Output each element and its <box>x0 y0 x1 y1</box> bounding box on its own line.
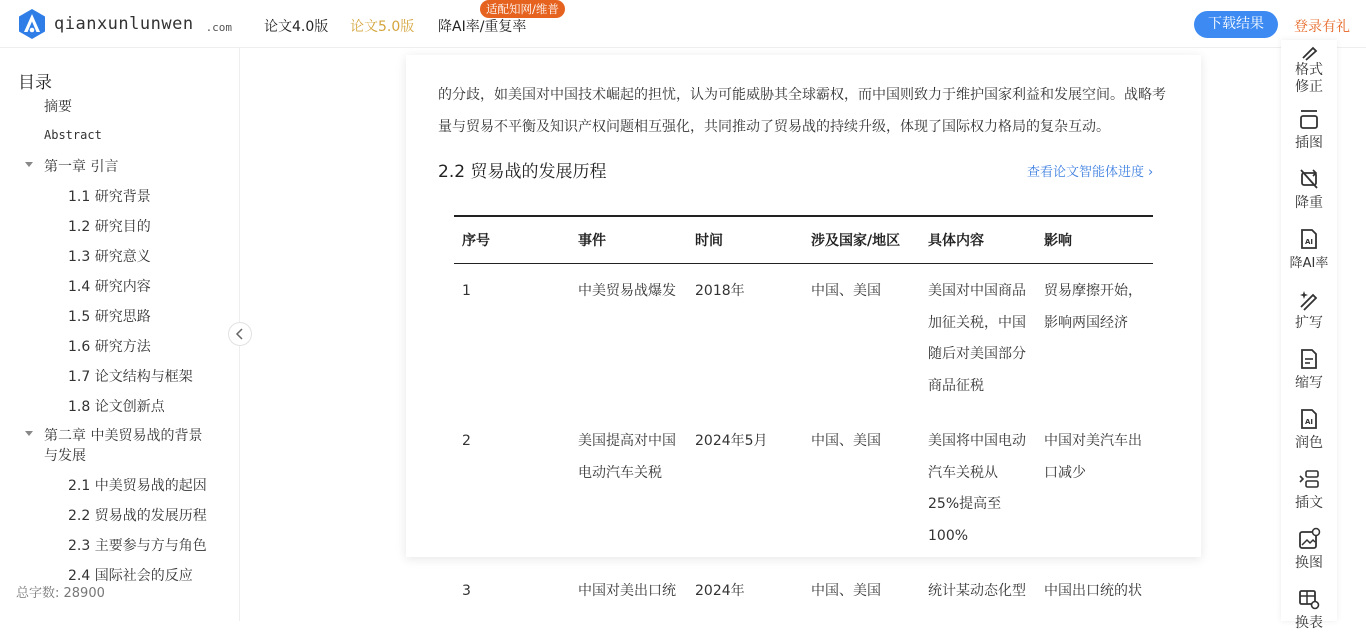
toc-item[interactable]: 2.3 主要参与方与角色 <box>68 538 207 554</box>
tool-insert-image[interactable]: 插图 <box>1281 108 1337 152</box>
chevron-left-icon <box>235 328 245 340</box>
toc-item[interactable]: 2.1 中美贸易战的起因 <box>68 478 207 494</box>
table-cell: 统计某动态化型 <box>928 583 1026 599</box>
chevron-right-icon: › <box>1148 165 1154 180</box>
login-button[interactable]: 登录有礼 <box>1294 19 1350 35</box>
logo-mark-icon <box>18 8 46 40</box>
table-cell: 美国对中国商品加征关税，中国随后对美国部分商品征税 <box>928 283 1026 394</box>
format-fix-icon <box>1298 42 1320 60</box>
toc-item[interactable]: 1.3 研究意义 <box>68 249 151 265</box>
nav-badge: 适配知网/维普 <box>480 0 565 18</box>
toc-item[interactable]: 1.7 论文结构与框架 <box>68 369 193 385</box>
toc-item[interactable]: 1.1 研究背景 <box>68 189 151 205</box>
svg-text:AI: AI <box>1305 418 1314 426</box>
table-cell: 中国出口统的状 <box>1044 583 1142 599</box>
table-header-row <box>454 216 1153 264</box>
table-header: 时间 <box>687 216 803 264</box>
table-cell: 美国将中国电动汽车关税从25%提高至100% <box>928 433 1026 544</box>
table-row <box>454 264 1153 415</box>
toc-item[interactable]: Abstract <box>44 128 102 142</box>
toc-item[interactable]: 2.2 贸易战的发展历程 <box>68 508 207 524</box>
caret-down-icon[interactable] <box>25 162 33 167</box>
document-page <box>406 55 1201 599</box>
toc-item[interactable]: 1.4 研究内容 <box>68 279 151 295</box>
tool-expand[interactable]: 扩写 <box>1281 288 1337 332</box>
tool-insert-text[interactable]: 插文 <box>1281 468 1337 512</box>
table-cell: 中国、美国 <box>811 433 881 449</box>
logo-text: qianxunlunwen <box>54 14 194 34</box>
table-cell: 1 <box>462 283 471 299</box>
insert-image-icon <box>1298 108 1320 130</box>
table-cell: 中国对美汽车出口减少 <box>1044 433 1142 481</box>
table-cell: 贸易摩擦开始，影响两国经济 <box>1044 283 1142 331</box>
tool-rail <box>1281 40 1337 631</box>
replace-table-icon <box>1298 588 1320 610</box>
reduce-ai-icon <box>1298 228 1320 250</box>
dedupe-icon <box>1298 168 1320 190</box>
table-cell: 美国提高对中国电动汽车关税 <box>578 433 676 481</box>
table-cell: 2018年 <box>695 283 745 299</box>
toc-item-chapter-2-cont[interactable]: 与发展 <box>44 448 86 464</box>
toc-sidebar <box>0 48 240 621</box>
tool-format-fix[interactable]: 格式修正 <box>1281 42 1337 96</box>
table-cell: 中美贸易战爆发 <box>578 283 676 299</box>
condense-icon <box>1298 348 1320 370</box>
events-table <box>454 215 1153 620</box>
word-count: 总字数: 28900 <box>16 586 105 601</box>
tool-condense[interactable]: 缩写 <box>1281 348 1337 392</box>
table-cell: 中国对美出口统 <box>578 583 676 599</box>
table-row <box>454 414 1153 564</box>
insert-text-icon <box>1298 468 1320 490</box>
agent-progress-link[interactable]: 查看论文智能体进度 › <box>1027 165 1154 180</box>
expand-icon <box>1298 288 1320 310</box>
top-bar <box>0 0 1366 48</box>
tool-reduce-ai[interactable]: AI 降AI率 <box>1281 228 1337 271</box>
nav-reduce-ai[interactable]: 降AI率/重复率 <box>438 19 527 35</box>
tool-replace-image[interactable]: 换图 <box>1281 528 1337 572</box>
toc-item[interactable]: 2.4 国际社会的反应 <box>68 568 193 584</box>
section-heading: 2.2 贸易战的发展历程 <box>438 162 607 182</box>
table-header: 事件 <box>570 216 687 264</box>
toc-item[interactable]: 摘要 <box>44 99 72 115</box>
toc-item[interactable]: 1.6 研究方法 <box>68 339 151 355</box>
toc-item-chapter-1[interactable]: 第一章 引言 <box>44 156 118 176</box>
tool-polish[interactable]: AI 润色 <box>1281 408 1337 452</box>
table-cell: 2 <box>462 433 471 449</box>
download-button[interactable]: 下载结果 <box>1194 11 1278 38</box>
toc-item-chapter-2[interactable]: 第二章 中美贸易战的背景 <box>44 425 202 445</box>
toc-item[interactable]: 1.5 研究思路 <box>68 309 151 325</box>
replace-image-icon <box>1298 528 1320 550</box>
tool-dedupe[interactable]: 降重 <box>1281 168 1337 212</box>
toc-item[interactable]: 1.2 研究目的 <box>68 219 151 235</box>
table-row <box>454 564 1153 620</box>
table-cell: 中国、美国 <box>811 583 881 599</box>
table-cell: 2024年 <box>695 583 745 599</box>
body-paragraph: 的分歧，如美国对中国技术崛起的担忧，认为可能威胁其全球霸权，而中国则致力于维护国家利益和发展空间。战略考量与贸易不平衡及知识产权问题相互强化，共同推动了贸易战的持续升级，体现了国际权力格局的复杂互动。 <box>438 87 1166 135</box>
logo[interactable] <box>18 8 232 40</box>
table-header: 具体内容 <box>920 216 1036 264</box>
tool-replace-table[interactable]: 换表 <box>1281 588 1337 621</box>
toc-title: 目录 <box>18 73 52 93</box>
table-cell: 3 <box>462 583 471 599</box>
table-cell: 2024年5月 <box>695 433 768 449</box>
logo-suffix: .com <box>205 20 233 34</box>
nav-paper-v5[interactable]: 论文5.0版 <box>350 19 415 35</box>
table-header: 序号 <box>454 216 570 264</box>
table-header: 影响 <box>1036 216 1153 264</box>
polish-icon <box>1298 408 1320 430</box>
collapse-sidebar-button[interactable] <box>228 322 252 346</box>
nav-paper-v4[interactable]: 论文4.0版 <box>264 19 329 35</box>
table-header: 涉及国家/地区 <box>803 216 920 264</box>
svg-text:AI: AI <box>1305 238 1314 246</box>
table-cell: 中国、美国 <box>811 283 881 299</box>
toc-item[interactable]: 1.8 论文创新点 <box>68 399 165 415</box>
caret-down-icon[interactable] <box>25 431 33 436</box>
